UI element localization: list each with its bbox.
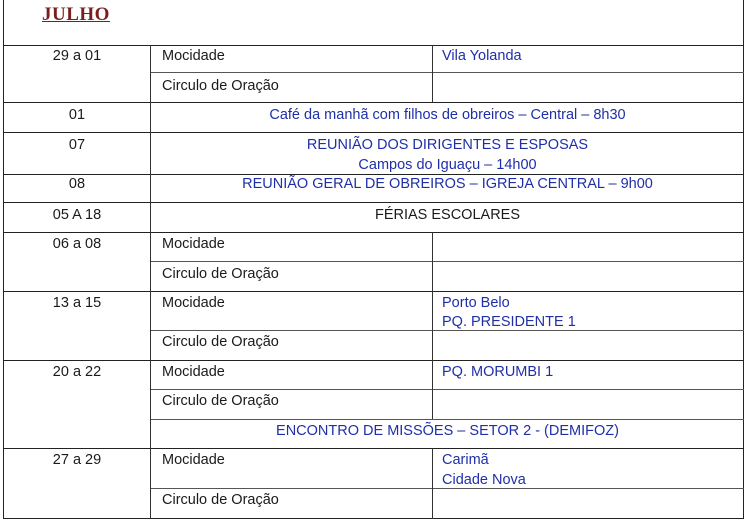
location-cell: Vila Yolanda [442, 48, 522, 64]
date-cell: 05 A 18 [52, 207, 102, 223]
date-cell: 27 a 29 [52, 452, 102, 468]
activity-cell: Mocidade [162, 236, 225, 252]
date-cell: 06 a 08 [52, 236, 102, 252]
row-divider [3, 232, 744, 233]
row-divider [151, 261, 744, 262]
row-divider [151, 419, 744, 420]
row-divider [3, 102, 744, 103]
activity-cell: Circulo de Oração [162, 78, 279, 94]
activity-cell: Circulo de Oração [162, 393, 279, 409]
column-divider [432, 45, 433, 102]
row-divider [151, 389, 744, 390]
date-cell: 07 [68, 137, 86, 153]
location-cell: Cidade Nova [442, 472, 526, 488]
activity-cell: Mocidade [162, 295, 225, 311]
event-cell: Café da manhã com filhos de obreiros – Central – 8h30 [269, 107, 626, 123]
activity-cell: Circulo de Oração [162, 334, 279, 350]
schedule-table-frame [3, 0, 744, 519]
row-divider [3, 448, 744, 449]
location-cell: PQ. PRESIDENTE 1 [442, 314, 576, 330]
row-divider [3, 132, 744, 133]
activity-cell: Circulo de Oração [162, 492, 279, 508]
location-cell: PQ. MORUMBI 1 [442, 364, 554, 380]
column-divider [432, 232, 433, 419]
row-divider [3, 45, 744, 46]
date-cell: 08 [68, 176, 86, 192]
column-divider [432, 448, 433, 519]
event-cell: FÉRIAS ESCOLARES [374, 207, 521, 223]
activity-cell: Mocidade [162, 364, 225, 380]
location-cell: Porto Belo [442, 295, 510, 311]
location-cell: Carimã [442, 452, 489, 468]
row-divider [3, 291, 744, 292]
date-cell: 01 [68, 107, 86, 123]
row-divider [3, 202, 744, 203]
activity-cell: Mocidade [162, 48, 225, 64]
date-cell: 13 a 15 [52, 295, 102, 311]
date-cell: 29 a 01 [52, 48, 102, 64]
event-cell: Campos do Iguaçu – 14h00 [358, 157, 537, 173]
event-cell: REUNIÃO GERAL DE OBREIROS – IGREJA CENTRAL – 9h00 [242, 176, 653, 192]
activity-cell: Mocidade [162, 452, 225, 468]
date-cell: 20 a 22 [52, 364, 102, 380]
activity-cell: Circulo de Oração [162, 266, 279, 282]
month-title: JULHO [42, 4, 110, 25]
row-divider [3, 360, 744, 361]
event-cell: ENCONTRO DE MISSÕES – SETOR 2 - (DEMIFOZ) [276, 423, 619, 439]
event-cell: REUNIÃO DOS DIRIGENTES E ESPOSAS [306, 137, 589, 153]
row-divider [151, 72, 744, 73]
